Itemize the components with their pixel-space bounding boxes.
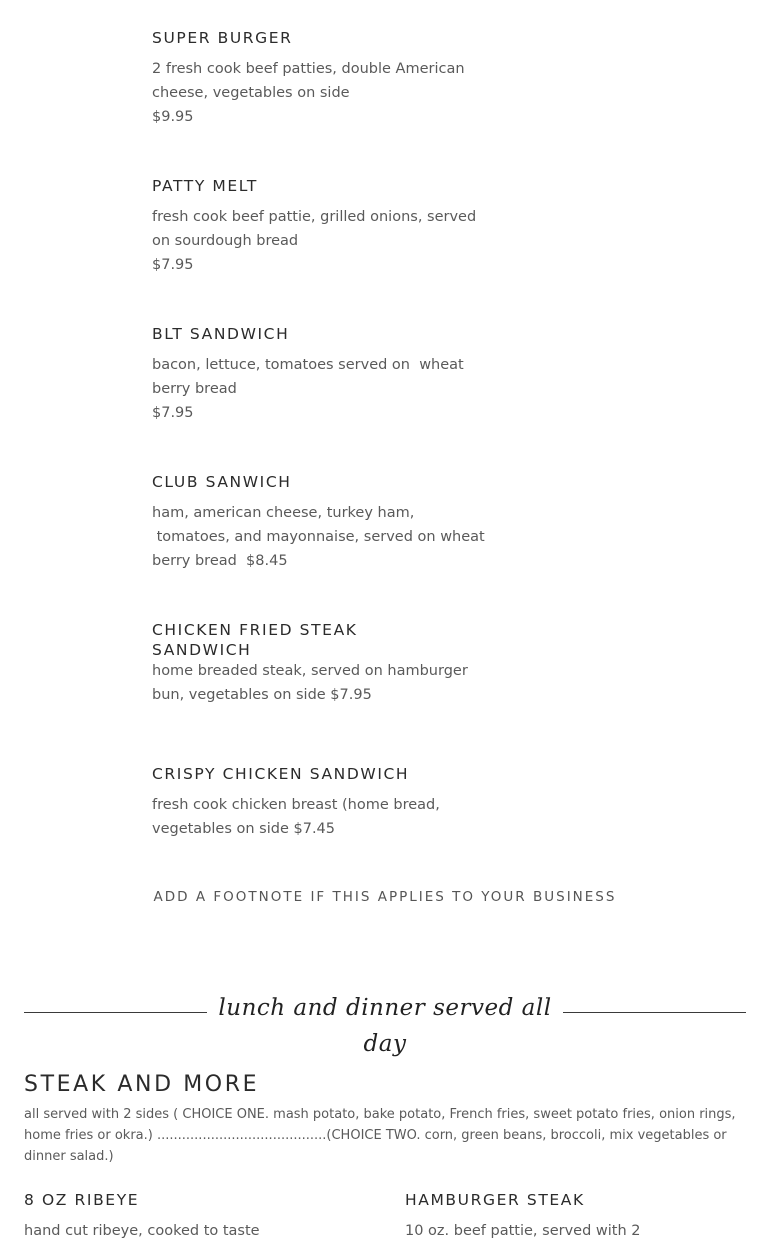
divider-line-left — [24, 1012, 207, 1013]
menu-item-title: BLT SANDWICH — [152, 325, 290, 343]
menu-item-price: $7.95 — [152, 405, 194, 421]
menu-item — [24, 1190, 364, 1243]
menu-item-title: SUPER BURGER — [152, 29, 293, 47]
menu-item-title: CRISPY CHICKEN SANDWICH — [152, 765, 410, 783]
menu-item-price: $9.95 — [152, 109, 194, 125]
menu-item-description: fresh cook beef pattie, grilled onions, served on sourdough bread — [152, 209, 481, 249]
menu-item-price: $7.95 — [152, 257, 194, 273]
menu-item-title: CHICKEN FRIED STEAK SANDWICH — [152, 621, 358, 659]
menu-item-description: hand cut ribeye, cooked to taste — [24, 1223, 260, 1239]
divider-line-right — [563, 1012, 746, 1013]
divider-script-text: lunch and dinner served all day — [218, 995, 552, 1057]
menu-item-title: PATTY MELT — [152, 177, 258, 195]
menu-item-description: bacon, lettuce, tomatoes served on wheat berry bread — [152, 357, 469, 397]
menu-item — [152, 650, 497, 707]
menu-item — [152, 324, 497, 425]
menu-item — [405, 1190, 745, 1243]
menu-item-title: 8 OZ RIBEYE — [24, 1191, 140, 1209]
menu-item-description: fresh cook chicken breast (home bread, vegetables on side $7.45 — [152, 797, 445, 837]
menu-item-description: home breaded steak, served on hamburger bun, vegetables on side $7.95 — [152, 663, 473, 703]
menu-item-description: ham, american cheese, turkey ham, tomatoes, and mayonnaise, served on wheat berry bread $8.45 — [152, 505, 485, 569]
menu-item — [152, 472, 497, 573]
footnote: ADD A FOOTNOTE IF THIS APPLIES TO YOUR BUSINESS — [153, 889, 617, 905]
section-divider — [24, 990, 746, 1057]
menu-item-title: CLUB SANWICH — [152, 473, 292, 491]
menu-item — [152, 764, 497, 841]
menu-item — [152, 176, 497, 277]
menu-item-title: HAMBURGER STEAK — [405, 1191, 585, 1209]
section-title: STEAK AND MORE — [24, 1072, 260, 1097]
menu-item-description: 2 fresh cook beef patties, double American cheese, vegetables on side — [152, 61, 470, 101]
menu-item-description: 10 oz. beef pattie, served with 2 — [405, 1223, 641, 1239]
menu-item — [152, 28, 497, 129]
section-description: all served with 2 sides ( CHOICE ONE. mash potato, bake potato, French fries, sweet potato fries, onion rings, home fries or okra.) .........................................(CHOICE TWO. corn, green beans, broccoli, mix vegetables or dinner salad.) — [24, 1107, 736, 1164]
